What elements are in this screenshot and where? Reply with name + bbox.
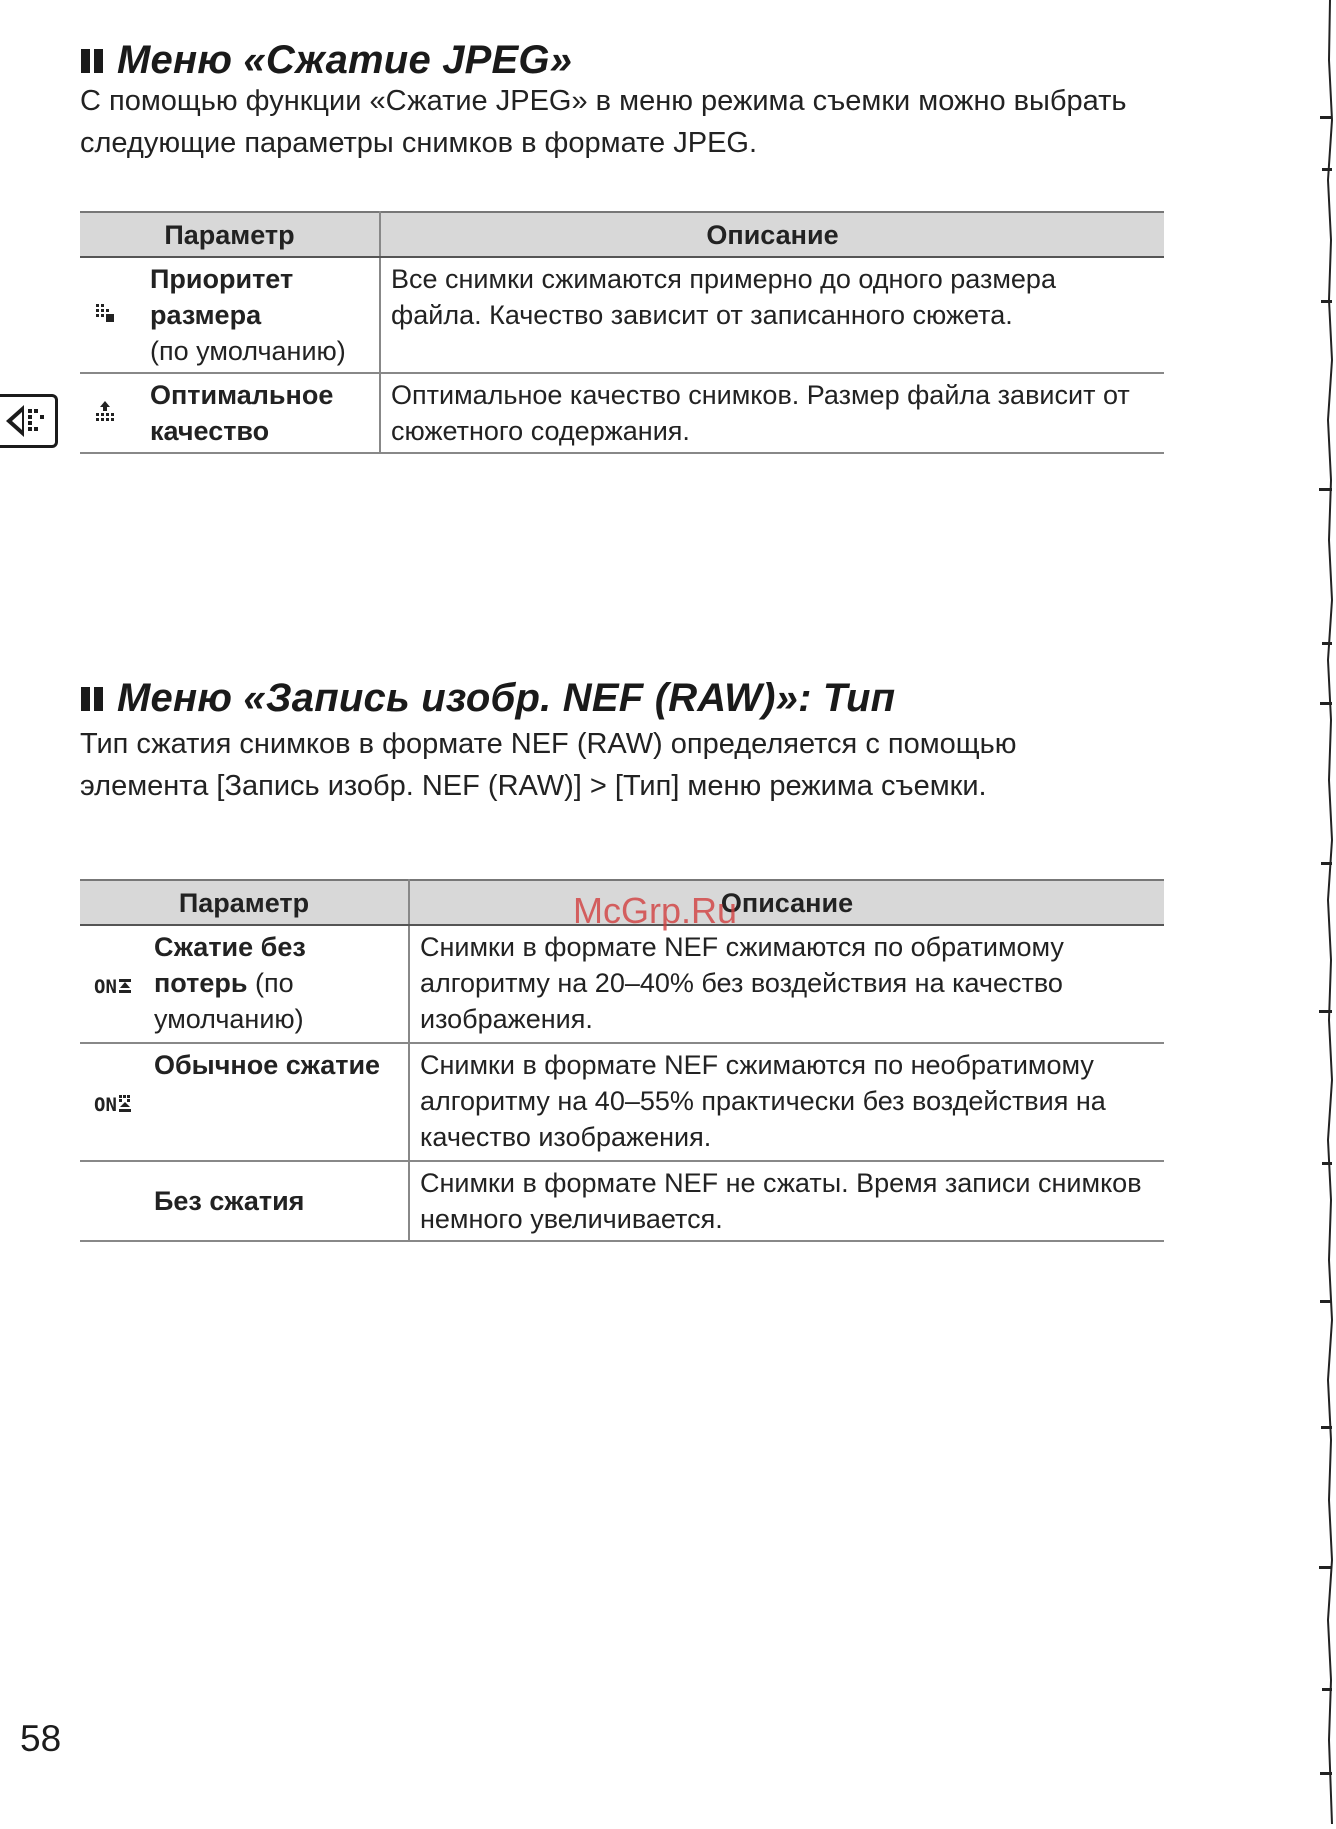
parameter-cell bbox=[144, 1161, 409, 1241]
shooting-menu-icon bbox=[0, 397, 55, 445]
empty-icon-cell bbox=[80, 1161, 144, 1241]
table-row bbox=[80, 373, 1164, 453]
column-header-parameter: Параметр bbox=[80, 212, 380, 257]
section-title-nef bbox=[80, 676, 895, 721]
icon-label: ON bbox=[94, 976, 117, 998]
page-number: 58 bbox=[20, 1718, 62, 1759]
icon-label: ON bbox=[94, 1094, 117, 1116]
parameter-name: Без сжатия bbox=[154, 1186, 305, 1216]
side-tab bbox=[0, 394, 58, 448]
column-header-description: Описание bbox=[409, 880, 1164, 925]
page-edge-decoration bbox=[1312, 0, 1336, 1824]
description-cell: Все снимки сжимаются примерно до одного размера файла. Качество зависит от записанного сюжета. bbox=[380, 257, 1164, 373]
parameter-default-note: (по умолчанию) bbox=[150, 336, 346, 366]
description-cell: Оптимальное качество снимков. Размер файла зависит от сюжетного содержания. bbox=[380, 373, 1164, 453]
description-cell: Снимки в формате NEF сжимаются по необратимому алгоритму на 40–55% практически без воздействия на качество изображения. bbox=[409, 1043, 1164, 1161]
description-cell: Снимки в формате NEF сжимаются по обратимому алгоритму на 20–40% без воздействия на качество изображения. bbox=[409, 925, 1164, 1043]
normal-compression-icon bbox=[80, 1043, 144, 1161]
section-marker-icon bbox=[80, 46, 105, 74]
lossless-compression-icon bbox=[80, 925, 144, 1043]
table-row bbox=[80, 257, 1164, 373]
table-row bbox=[80, 1161, 1164, 1241]
parameter-cell bbox=[144, 925, 409, 1043]
parameter-cell bbox=[140, 257, 380, 373]
size-priority-icon bbox=[80, 257, 140, 373]
table-row bbox=[80, 925, 1164, 1043]
table-header-row bbox=[80, 212, 1164, 257]
section-title-text: Меню «Запись изобр. NEF (RAW)»: Тип bbox=[117, 676, 896, 720]
column-header-description: Описание bbox=[380, 212, 1164, 257]
parameter-cell bbox=[144, 1043, 409, 1161]
description-cell: Снимки в формате NEF не сжаты. Время записи снимков немного увеличивается. bbox=[409, 1161, 1164, 1241]
parameter-name: Оптимальное качество bbox=[150, 380, 334, 446]
parameter-name: Приоритет размера bbox=[150, 264, 294, 330]
jpeg-options-table bbox=[80, 211, 1164, 454]
section-intro-nef: Тип сжатия снимков в формате NEF (RAW) определяется с помощью элемента [Запись изобр. NEF (RAW)] > [Тип] меню режима съемки. bbox=[80, 728, 1017, 802]
section-title-text: Меню «Сжатие JPEG» bbox=[117, 38, 573, 82]
table-row bbox=[80, 1043, 1164, 1161]
optimal-quality-icon bbox=[80, 373, 140, 453]
parameter-name: Обычное сжатие bbox=[154, 1050, 381, 1080]
section-marker-icon bbox=[80, 684, 105, 712]
parameter-cell bbox=[140, 373, 380, 453]
parameter-default-note: (по умолчанию) bbox=[154, 968, 304, 1034]
nef-type-table bbox=[80, 879, 1164, 1242]
watermark: McGrp.Ru bbox=[573, 890, 738, 931]
section-title-jpeg bbox=[80, 38, 572, 83]
parameter-name: Сжатие без потерь bbox=[154, 932, 306, 998]
column-header-parameter: Параметр bbox=[80, 880, 409, 925]
section-intro-jpeg: С помощью функции «Сжатие JPEG» в меню режима съемки можно выбрать следующие параметры снимков в формате JPEG. bbox=[80, 85, 1127, 159]
